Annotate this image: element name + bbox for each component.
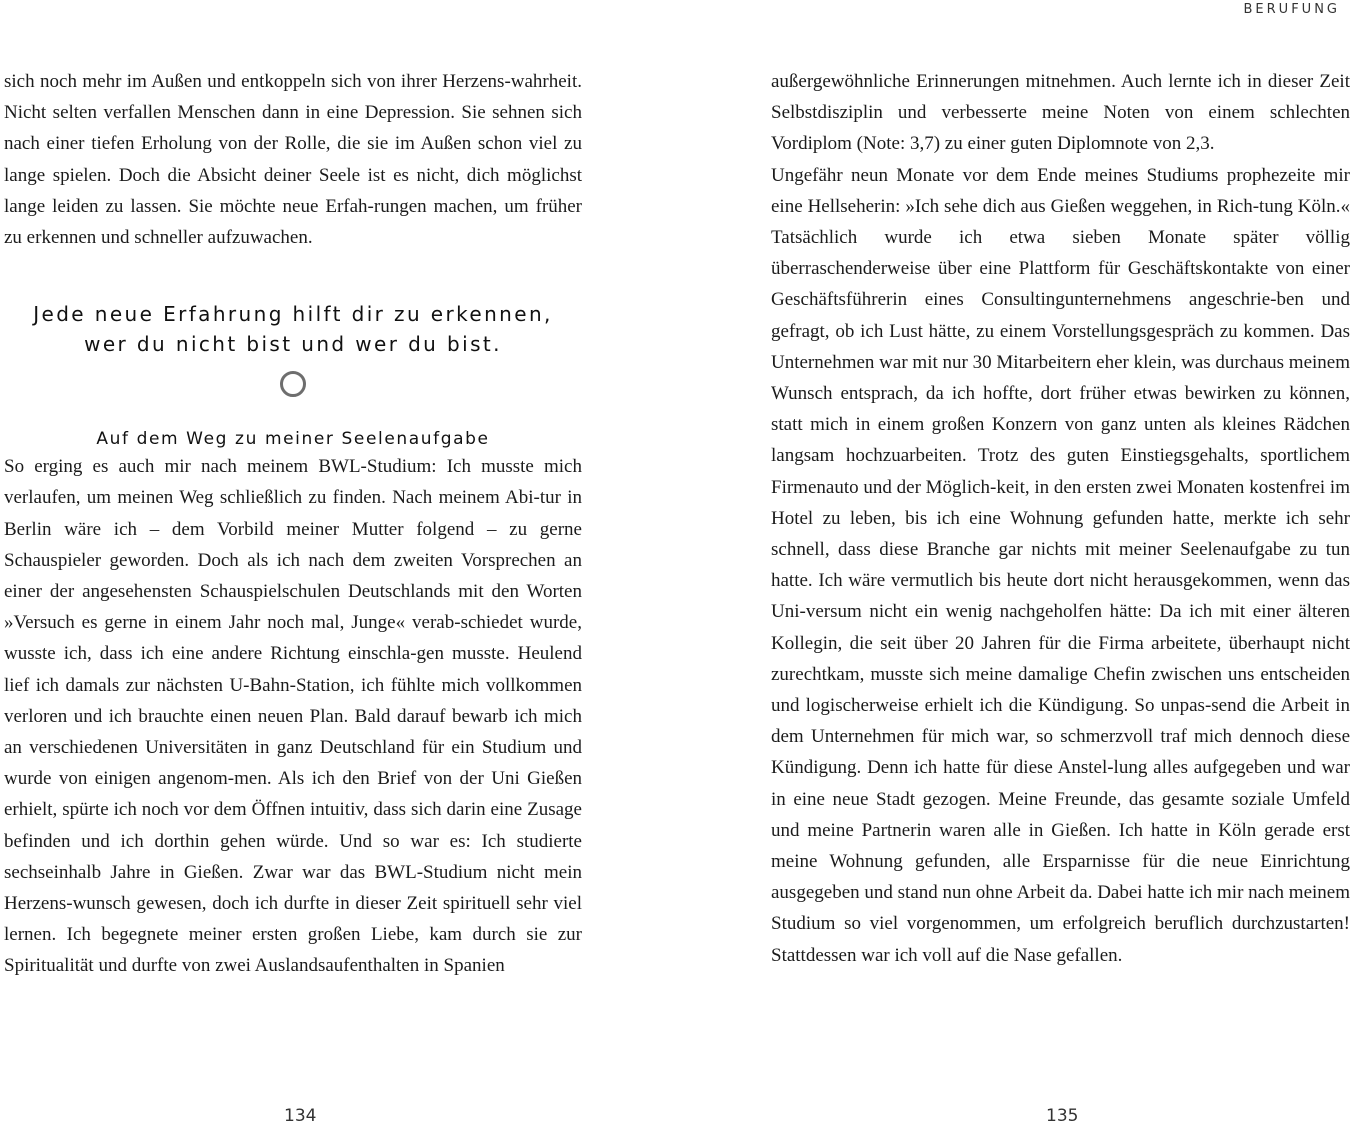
pull-quote-line-2: wer du nicht bist und wer du bist. xyxy=(84,332,502,357)
section-heading: Auf dem Weg zu meiner Seelenaufgabe xyxy=(96,429,490,450)
left-page-column xyxy=(4,66,582,982)
circle-ornament-icon xyxy=(280,371,306,397)
page-number-right: 135 xyxy=(1046,1106,1079,1126)
pull-quote-line-1: Jede neue Erfahrung hilft dir zu erkennen, xyxy=(33,302,553,327)
paragraph-1: außergewöhnliche Erinnerungen mitnehmen. Auch lernte ich in dieser Zeit Selbstdisziplin und verbesserte meine Noten von einem schlechten Vordiplom (Note: 3,7) zu einer guten Diplomnote von 2,3. xyxy=(771,71,1350,155)
pull-quote xyxy=(4,299,582,359)
paragraph-2: Ungefähr neun Monate vor dem Ende meines Studiums prophezeite mir eine Hellseherin: »Ich sehe dich aus Gießen weggehen, in Rich-tung Köln.« Tatsächlich wurde ich etwa sieben Monate später völlig überraschenderweise über eine Plattform für Geschäftskontakte von einer Geschäftsführerin eines Consultingunternehmens angeschrie-ben und gefragt, ob ich Lust hätte, zu einem Vorstellungsgespräch zu kommen. Das Unternehmen war mit nur 30 Mitarbeitern eher klein, was durchaus meinem Wunsch entsprach, da ich hoffte, dort früher etwas bewirken zu können, statt mich in einem großen Konzern von ganz unten als kleines Rädchen langsam hochzuarbeiten. Trotz des guten Einstiegsgehalts, sportlichem Firmenauto und der Möglich-keit, in den ersten zwei Monaten kostenfrei im Hotel zu leben, bis ich eine Wohnung gefunden hatte, merkte ich sehr schnell, dass diese Branche gar nichts mit meiner Seelenaufgabe zu tun hatte. Ich wäre vermutlich bis heute dort nicht herausgekommen, wenn das Uni-versum nicht ein wenig nachgeholfen hätte: Da ich mit einer älteren Kollegin, die seit über 20 Jahren für die Firma arbeitete, überhaupt nicht zurechtkam, musste sich meine damalige Chefin zwischen uns entscheiden und logischerweise erhielt ich die Kündigung. So unpas-send die Arbeit in dem Unternehmen für mich war, so schmerzvoll traf mich dennoch diese Kündigung. Denn ich hatte für diese Anstel-lung alles aufgegeben und war in eine neue Stadt gezogen. Meine Freunde, das gesamte soziale Umfeld und meine Partnerin waren alle in Gießen. Ich hatte in Köln gerade erst meine Wohnung gefunden, alle Ersparnisse für die neue Einrichtung ausgegeben und stand nun ohne Arbeit da. Dabei hatte ich mir nach meinem Studium so viel vorgenommen, um erfolgreich beruflich durchzustarten! Stattdessen war ich voll auf die Nase gefallen. xyxy=(771,164,1350,966)
ornament xyxy=(4,371,582,401)
right-page-column xyxy=(771,66,1350,971)
running-header: BERUFUNG xyxy=(1243,2,1340,17)
page-number-left: 134 xyxy=(284,1106,317,1126)
body-paragraph: So erging es auch mir nach meinem BWL-Studium: Ich musste mich verlaufen, um meinen Weg schließlich zu finden. Nach meinem Abi-tur in Berlin wäre ich – dem Vorbild meiner Mutter folgend – zu gerne Schauspieler geworden. Doch als ich nach dem zweiten Vorsprechen an einer der angesehensten Schauspielschulen Deutschlands mit den Worten »Versuch es gerne in einem Jahr noch mal, Junge« verab-schiedet wurde, wusste ich, dass ich eine andere Richtung einschla-gen musste. Heulend lief ich damals zur nächsten U-Bahn-Station, ich fühlte mich vollkommen verloren und ich brauchte einen neuen Plan. Bald darauf bewarb ich mich an verschiedenen Universitäten in ganz Deutschland für ein Studium und wurde von einigen angenom-men. Als ich den Brief von der Uni Gießen erhielt, spürte ich noch vor dem Öffnen intuitiv, dass sich darin eine Zusage befinden und ich dorthin gehen würde. Und so war es: Ich studierte sechseinhalb Jahre in Gießen. Zwar war das BWL-Studium nicht mein Herzens-wunsch gewesen, doch ich durfte in dieser Zeit spirituell sehr viel lernen. Ich begegnete meiner ersten großen Liebe, kam durch sie zur Spiritualität und durfte von zwei Auslandsaufenthalten in Spanien xyxy=(4,456,582,977)
intro-paragraph: sich noch mehr im Außen und entkoppeln sich von ihrer Herzens-wahrheit. Nicht selten verfallen Menschen dann in eine Depression. Sie sehnen sich nach einer tiefen Erholung von der Rolle, die sie im Außen schon viel zu lange spielen. Doch die Absicht deiner Seele ist es nicht, dich möglichst lange leiden zu lassen. Sie möchte neue Erfah-rungen machen, um früher zu erkennen und schneller aufzuwachen. xyxy=(4,71,582,249)
